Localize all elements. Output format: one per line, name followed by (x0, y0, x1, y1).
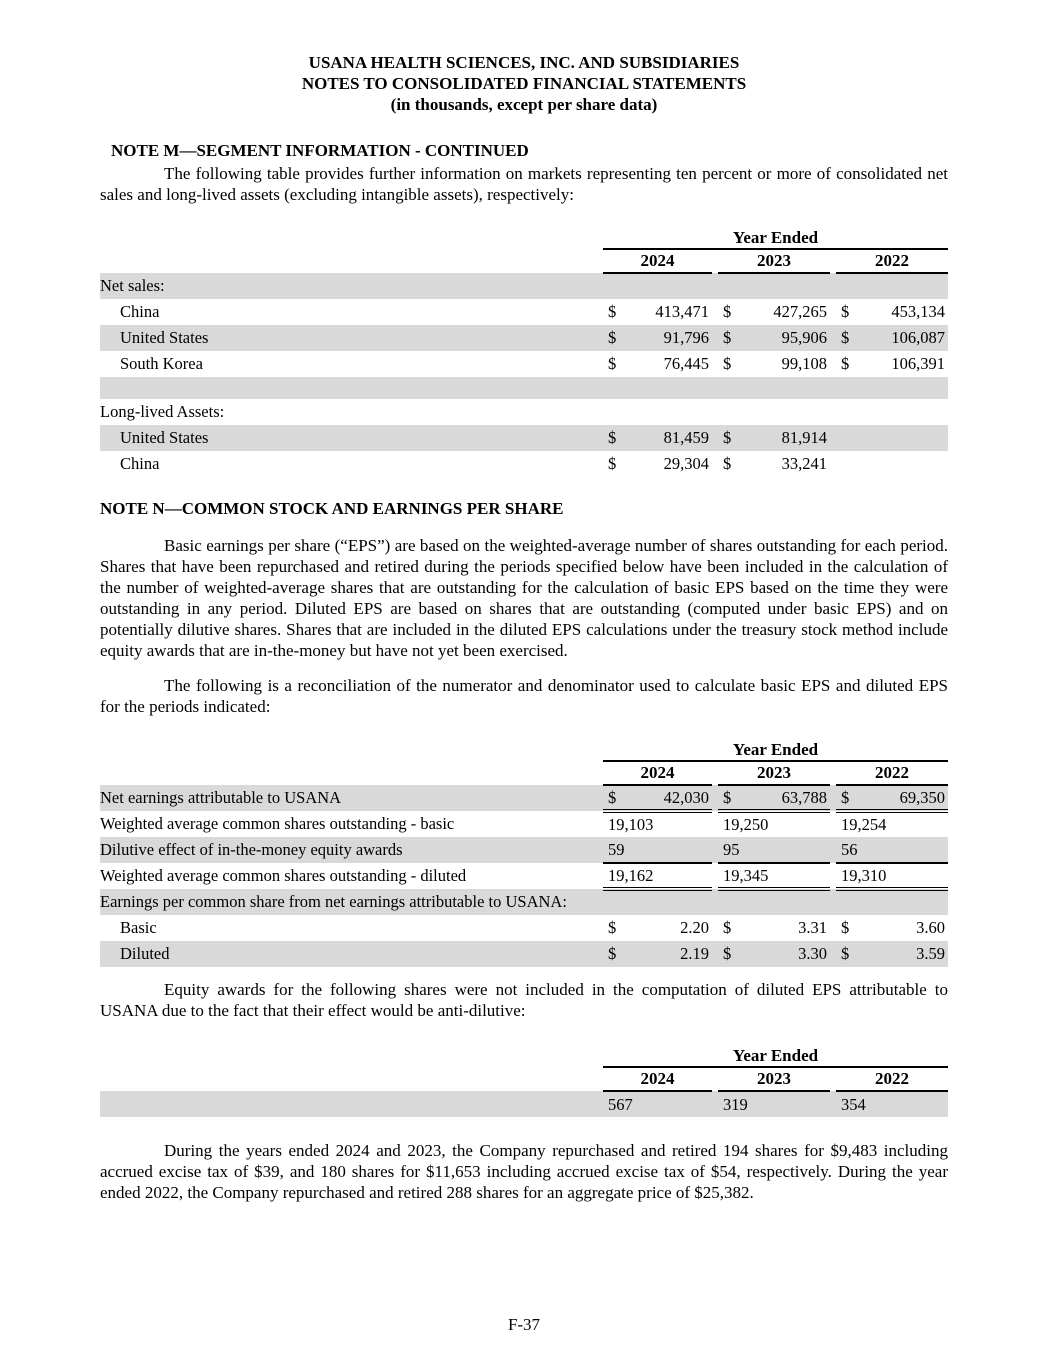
dollar-sign: $ (841, 787, 850, 807)
section-label: Net sales: (100, 273, 603, 299)
cell-value: 56 (841, 839, 858, 859)
dollar-sign: $ (841, 328, 850, 347)
dollar-sign: $ (608, 454, 617, 473)
year-ended-label: Year Ended (603, 739, 948, 761)
table-row (100, 351, 948, 377)
dollar-sign: $ (841, 944, 850, 963)
cell-value: 19,103 (608, 815, 654, 834)
year-column-header: 2024 (603, 761, 712, 785)
table-row (100, 425, 948, 451)
cell-value: 3.31 (798, 918, 827, 937)
dollar-sign: $ (723, 428, 732, 447)
cell-value: 319 (723, 1094, 748, 1114)
dollar-sign: $ (841, 354, 850, 373)
document-title: NOTES TO CONSOLIDATED FINANCIAL STATEMENTS (301, 74, 747, 93)
cell-value: 19,310 (841, 865, 887, 885)
table-row (100, 299, 948, 325)
cell-value: 354 (841, 1094, 866, 1114)
cell-value: 99,108 (781, 354, 827, 373)
cell-value: 2.19 (680, 944, 709, 963)
cell-value: 19,250 (723, 815, 769, 834)
row-label: Weighted average common shares outstanding - diluted (100, 866, 467, 885)
dollar-sign: $ (608, 428, 617, 447)
note-m-paragraph: The following table provides further information on markets representing ten percent or more of consolidated net sales and long-lived assets (excluding intangible assets), respectively: (100, 164, 948, 204)
table-row (100, 1091, 948, 1117)
cell-value: 19,254 (841, 815, 887, 834)
eps-paragraph-2: The following is a reconciliation of the numerator and denominator used to calculate basic EPS and diluted EPS for the periods indicated: (100, 676, 948, 716)
cell-value: 3.30 (798, 944, 827, 963)
table-years-row (100, 249, 948, 273)
cell-value: 69,350 (899, 787, 946, 807)
dollar-sign: $ (841, 302, 850, 321)
cell-value: 453,134 (891, 302, 946, 321)
table-row (100, 451, 948, 477)
row-label: China (120, 454, 160, 473)
table-years-row (100, 1067, 948, 1091)
cell-value: 63,788 (781, 787, 827, 807)
document-header (100, 52, 948, 115)
table-years-row (100, 761, 948, 785)
cell-value: 413,471 (655, 302, 709, 321)
table-row (100, 837, 948, 863)
dollar-sign: $ (841, 918, 850, 937)
repurchase-paragraph: During the years ended 2024 and 2023, the Company repurchased and retired 194 shares for $9,483 including accrued excise tax of $39, and 180 shares for $11,653 including accrued excise tax of $54, respectively. During the year ended 2022, the Company repurchased and retired 288 shares for an aggregate price of $25,382. (100, 1141, 948, 1202)
antidilutive-table (100, 1045, 948, 1117)
cell-value: 567 (608, 1094, 633, 1114)
section-label-row (100, 889, 948, 915)
row-label: Dilutive effect of in-the-money equity awards (100, 837, 603, 863)
company-name: USANA HEALTH SCIENCES, INC. AND SUBSIDIARIES (308, 53, 740, 72)
cell-value: 29,304 (663, 454, 709, 473)
table-row (100, 325, 948, 351)
year-column-header: 2022 (836, 249, 948, 273)
section-label-row (100, 399, 948, 425)
note-m-heading: NOTE M—SEGMENT INFORMATION - CONTINUED (111, 141, 529, 160)
dollar-sign: $ (608, 787, 617, 807)
table-row (100, 785, 948, 811)
table-header-row (100, 227, 948, 249)
row-label: South Korea (120, 354, 203, 373)
table-row (100, 941, 948, 967)
dollar-sign: $ (723, 454, 732, 473)
year-column-header: 2023 (718, 761, 830, 785)
cell-value: 91,796 (663, 328, 709, 347)
section-label: Earnings per common share from net earnings attributable to USANA: (100, 889, 603, 915)
table-row (100, 863, 948, 889)
page-number: F-37 (507, 1315, 541, 1334)
cell-value: 95 (723, 839, 740, 859)
cell-value: 2.20 (680, 918, 709, 937)
table-header-row (100, 739, 948, 761)
year-column-header: 2023 (718, 1067, 830, 1091)
cell-value: 95,906 (781, 328, 827, 347)
row-label: United States (100, 425, 603, 451)
table-header-row (100, 1045, 948, 1067)
row-label: United States (100, 325, 603, 351)
cell-value: 427,265 (773, 302, 827, 321)
row-label: Diluted (100, 941, 603, 967)
cell-value: 106,391 (891, 354, 946, 373)
year-column-header: 2023 (718, 249, 830, 273)
cell-value: 42,030 (663, 787, 709, 807)
year-ended-label: Year Ended (603, 1045, 948, 1067)
antidilutive-paragraph: Equity awards for the following shares were not included in the computation of diluted EPS attributable to USANA due to the fact that their effect would be anti-dilutive: (100, 980, 948, 1020)
eps-paragraph-1: Basic earnings per share (“EPS”) are based on the weighted-average number of shares outstanding for each period. Shares that have been repurchased and retired during the periods specified below have been included in the calculation of the number of weighted-average shares that are outstanding for the calculation of basic EPS based on the time they were outstanding in any period. Diluted EPS are based on shares that are outstanding (computed under basic EPS) and on potentially dilutive shares. Shares that are included in the diluted EPS calculations under the treasury stock method include equity awards that are in-the-money but have not yet been exercised. (100, 536, 948, 660)
cell-value: 81,914 (781, 428, 827, 447)
section-label: Long-lived Assets: (100, 402, 225, 421)
eps-table (100, 739, 948, 967)
dollar-sign: $ (723, 918, 732, 937)
table-row (100, 915, 948, 941)
cell-value: 106,087 (891, 328, 946, 347)
note-n-heading: NOTE N—COMMON STOCK AND EARNINGS PER SHARE (100, 499, 564, 518)
cell-value: 3.59 (916, 944, 946, 963)
segment-table (100, 227, 948, 477)
dollar-sign: $ (608, 354, 617, 373)
row-label: Weighted average common shares outstanding - basic (100, 814, 455, 833)
year-column-header: 2024 (603, 1067, 712, 1091)
row-label: Basic (120, 918, 157, 937)
dollar-sign: $ (723, 302, 732, 321)
year-ended-label: Year Ended (603, 227, 948, 249)
dollar-sign: $ (723, 787, 732, 807)
year-column-header: 2022 (836, 1067, 948, 1091)
cell-value: 59 (608, 839, 625, 859)
dollar-sign: $ (608, 944, 617, 963)
cell-value: 3.60 (916, 918, 946, 937)
cell-value: 33,241 (781, 454, 827, 473)
dollar-sign: $ (723, 944, 732, 963)
units-note: (in thousands, except per share data) (390, 95, 658, 114)
dollar-sign: $ (723, 354, 732, 373)
dollar-sign: $ (608, 302, 617, 321)
year-column-header: 2024 (603, 249, 712, 273)
cell-value: 19,162 (608, 865, 654, 885)
dollar-sign: $ (723, 328, 732, 347)
cell-value: 81,459 (663, 428, 709, 447)
spacer-row (100, 377, 948, 399)
dollar-sign: $ (608, 918, 617, 937)
cell-value: 76,445 (663, 354, 709, 373)
table-row (100, 811, 948, 837)
row-label: Net earnings attributable to USANA (100, 785, 603, 811)
year-column-header: 2022 (836, 761, 948, 785)
dollar-sign: $ (608, 328, 617, 347)
row-label: China (120, 302, 160, 321)
cell-value: 19,345 (723, 865, 769, 885)
section-label-row (100, 273, 948, 299)
